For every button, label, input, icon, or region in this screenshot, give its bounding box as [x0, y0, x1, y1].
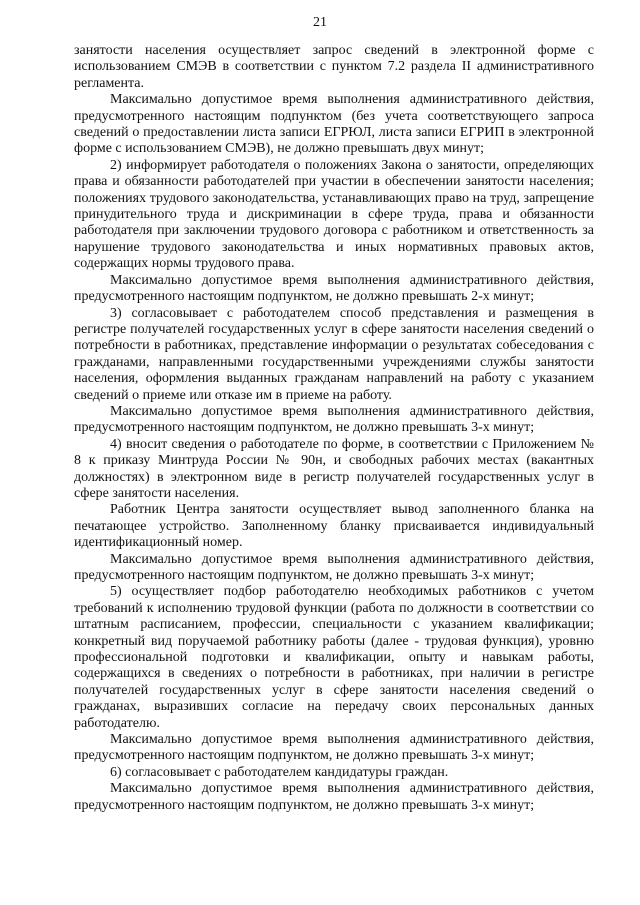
paragraph-continuation: занятости населения осуществляет запрос сведений в электронной форме с использованием СМЭВ в соответствии с пунктом 7.2 раздела II административного регламента. — [74, 43, 594, 91]
paragraph-print-form: Работник Центра занятости осуществляет вывод заполненного бланка на печатающее устройство. Заполненному бланку присваивается индивидуальный идентификационный номер. — [74, 502, 594, 551]
paragraph-time-limit: Максимально допустимое время выполнения административного действия, предусмотренного настоящим подпунктом, не должно превышать 2-х минут; — [74, 272, 594, 305]
paragraph-time-limit: Максимально допустимое время выполнения административного действия, предусмотренного настоящим подпунктом, не должно превышать 3-х минут; — [74, 781, 594, 813]
paragraph-time-limit: Максимально допустимое время выполнения административного действия, предусмотренного настоящим подпунктом, не должно превышать 3-х минут; — [74, 551, 594, 583]
paragraph-time-limit: Максимально допустимое время выполнения административного действия, предусмотренного настоящим подпунктом, не должно превышать 3-х минут; — [74, 732, 594, 764]
paragraph-item-6: 6) согласовывает с работодателем кандидатуры граждан. — [110, 764, 449, 780]
paragraph-time-limit: Максимально допустимое время выполнения административного действия, предусмотренного настоящим подпунктом (без учета соответствующего запроса сведений о предоставлении листа записи ЕГРЮЛ, листа записи ЕГРИП в электронной форме с использованием СМЭВ), не должно превышать двух минут; — [74, 92, 594, 157]
document-body — [74, 43, 594, 814]
paragraph-item-2: 2) информирует работодателя о положениях Закона о занятости, определяющих права и обязанности работодателей при участии в обеспечении занятости населения; положениях трудового законодательства, устанавливающих право на труд, запрещение принудительного труда и дискриминации в сфере труда, права и обязанности работодателя при заключении трудового договора с работником и ответственность за нарушение трудового законодательства и иных нормативных правовых актов, содержащих нормы трудового права. — [74, 157, 594, 272]
paragraph-time-limit: Максимально допустимое время выполнения административного действия, предусмотренного настоящим подпунктом, не должно превышать 3-х минут; — [74, 403, 594, 436]
paragraph-item-4: 4) вносит сведения о работодателе по форме, в соответствии с Приложением № 8 к приказу Минтруда России № 90н, и свободных рабочих местах (вакантных должностях) в электронном виде в регистр получателей государственных услуг в сфере занятости населения. — [74, 436, 594, 501]
paragraph-item-5: 5) осуществляет подбор работодателю необходимых работников с учетом требований к исполнению трудовой функции (работа по должности в соответствии со штатным расписанием, профессии, специальности с указанием квалификации; конкретный вид поручаемой работнику работы (далее - трудовая функция), уровню профессиональной подготовки и квалификации, опыту и навыкам работы, содержащихся в сведениях о потребности в работниках, при наличии в регистре получателей государственных услуг в сфере занятости населения сведений о гражданах, выразивших согласие на передачу своих персональных данных работодателю. — [74, 584, 594, 731]
page-number: 21 — [313, 15, 327, 30]
paragraph-item-3: 3) согласовывает с работодателем способ представления и размещения в регистре получателей государственных услуг в сфере занятости населения сведений о потребности в работниках, представление информации о результатах собеседования с гражданами, направленными государственными учреждениями службы занятости населения, оформления выданных гражданам направлений на работу с указанием сведений о приеме или отказе им в приеме на работу. — [74, 305, 594, 403]
